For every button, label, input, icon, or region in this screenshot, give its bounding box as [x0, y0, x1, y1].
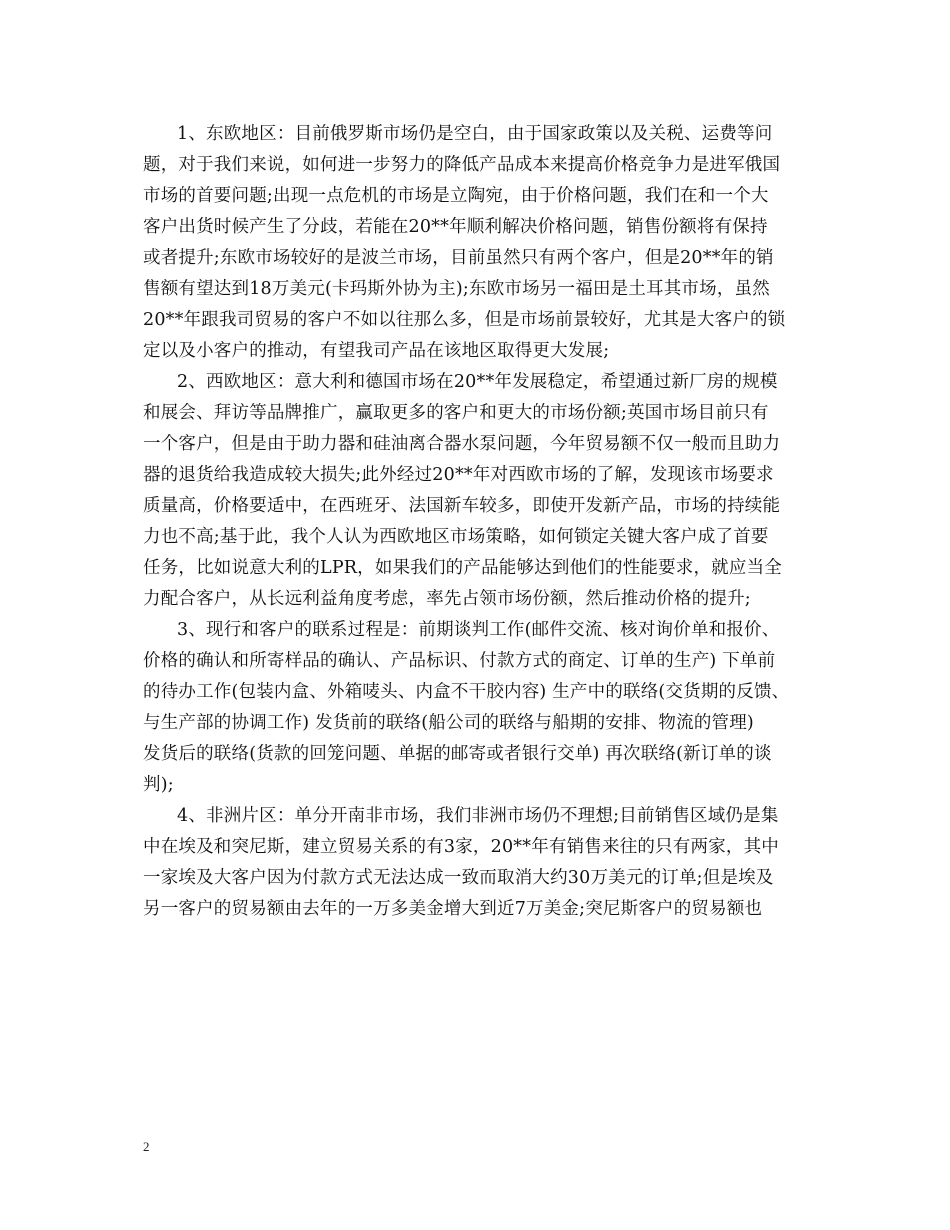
paragraph-2-line-1: 2、西欧地区：意大利和德国市场在20**年发展稳定，希望通过新厂房的规模	[177, 372, 778, 392]
paragraph-2-line-4: 器的退货给我造成较大损失;此外经过20**年对西欧市场的了解，发现该市场要求	[143, 465, 774, 485]
paragraph-1-line-4: 客户出货时候产生了分歧，若能在20**年顺利解决价格问题，销售份额将有保持	[143, 217, 768, 237]
paragraph-1-line-2: 题，对于我们来说，如何进一步努力的降低产品成本来提高价格竞争力是进军俄国	[143, 155, 781, 175]
paragraph-3-line-3: 的待办工作(包装内盒、外箱唛头、内盒不干胶内容) 生产中的联络(交货期的反馈、	[143, 682, 790, 702]
paragraph-2-line-7: 任务，比如说意大利的LPR，如果我们的产品能够达到他们的性能要求，就应当全	[143, 558, 782, 578]
paragraph-4-line-3: 一家埃及大客户因为付款方式无法达成一致而取消大约30万美元的订单;但是埃及	[143, 868, 774, 888]
paragraph-3-line-6: 判);	[143, 775, 174, 795]
paragraph-4-line-4: 另一客户的贸易额由去年的一万多美金增大到近7万美金;突尼斯客户的贸易额也	[143, 899, 763, 919]
paragraph-1-line-8: 定以及小客户的推动，有望我司产品在该地区取得更大发展;	[143, 341, 610, 361]
paragraph-2-line-5: 质量高，价格要适中，在西班牙、法国新车较多，即使开发新产品，市场的持续能	[143, 496, 781, 516]
paragraph-4-line-2: 中在埃及和突尼斯，建立贸易关系的有3家，20**年有销售来往的只有两家，其中	[143, 837, 779, 857]
page-number: 2	[143, 1139, 150, 1154]
paragraph-1-line-3: 市场的首要问题;出现一点危机的市场是立陶宛，由于价格问题，我们在和一个大	[143, 186, 769, 206]
paragraph-1-line-6: 售额有望达到18万美元(卡玛斯外协为主);东欧市场另一福田是土耳其市场，虽然	[143, 279, 770, 299]
paragraph-1-line-7: 20**年跟我司贸易的客户不如以往那么多，但是市场前景较好，尤其是大客户的锁	[143, 310, 786, 330]
paragraph-2-line-3: 一个客户，但是由于助力器和硅油离合器水泵问题，今年贸易额不仅一般而且助力	[143, 434, 781, 454]
paragraph-3-line-5: 发货后的联络(货款的回笼问题、单据的邮寄或者银行交单) 再次联络(新订单的谈	[143, 744, 772, 764]
paragraph-1-line-5: 或者提升;东欧市场较好的是波兰市场，目前虽然只有两个客户，但是20**年的销	[143, 248, 774, 268]
paragraph-1-line-1: 1、东欧地区：目前俄罗斯市场仍是空白，由于国家政策以及关税、运费等问	[177, 124, 773, 144]
paragraph-3-line-4: 与生产部的协调工作) 发货前的联络(船公司的联络与船期的安排、物流的管理)	[143, 713, 754, 733]
paragraph-4-line-1: 4、非洲片区：单分开南非市场，我们非洲市场仍不理想;目前销售区域仍是集	[177, 806, 779, 826]
paragraph-2-line-2: 和展会、拜访等品牌推广，赢取更多的客户和更大的市场份额;英国市场目前只有	[143, 403, 769, 423]
paragraph-3-line-2: 价格的确认和所寄样品的确认、产品标识、付款方式的商定、订单的生产) 下单前	[143, 651, 776, 671]
paragraph-2-line-8: 力配合客户，从长远利益角度考虑，率先占领市场份额，然后推动价格的提升;	[143, 589, 751, 609]
paragraph-2-line-6: 力也不高;基于此，我个人认为西欧地区市场策略，如何锁定关键大客户成了首要	[143, 527, 769, 547]
paragraph-3-line-1: 3、现行和客户的联系过程是：前期谈判工作(邮件交流、核对询价单和报价、	[177, 620, 780, 640]
